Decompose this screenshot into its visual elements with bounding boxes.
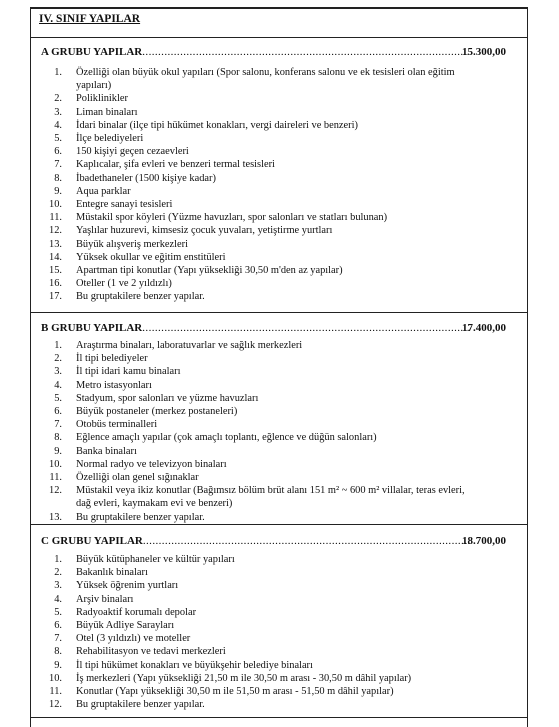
item-number: 10. [49,458,62,470]
item-number: 4. [54,379,62,391]
item-text: Bakanlık binaları [76,567,148,579]
list-item [44,352,476,365]
table-bottom-border [30,717,527,718]
group-b-name: B GRUBU YAPILAR [41,322,143,334]
group-a-heading [41,46,497,58]
item-number: 3. [54,106,62,118]
item-number: 7. [54,159,62,171]
item-text: Normal radyo ve televizyon binaları [76,458,227,470]
item-text: Radyoaktif korumalı depolar [76,606,197,618]
list-item [44,619,476,632]
leader-dots: ........................................................................................................ [142,46,470,58]
item-number: 6. [54,620,62,632]
item-text: Apartman tipi konutlar (Yapı yüksekliği 30,50 m'den az yapılar) [76,265,343,277]
group-c-price: 18.700,00 [462,535,506,547]
item-text: İbadethaneler (1500 kişiye kadar) [76,172,216,184]
list-item [44,698,476,711]
item-number: 11. [49,212,62,224]
list-item [44,185,476,198]
list-item [44,685,476,698]
list-item [44,511,476,524]
item-text: Büyük alışveriş merkezleri [76,238,188,250]
item-text: İş merkezleri (Yapı yüksekliği 21,50 m ile 30,50 m arası - 30,50 m dâhil yapılar) [76,672,412,684]
list-item [44,645,476,658]
list-item [44,579,476,592]
list-item [44,277,476,290]
item-number: 6. [54,406,62,418]
item-number: 16. [49,278,62,290]
group-a-divider [30,312,527,313]
item-text: Liman binaları [76,106,138,118]
item-text: Entegre sanayi tesisleri [76,199,173,211]
item-text: İl tipi hükümet konakları ve büyükşehir belediye binaları [76,659,313,671]
item-text: Poliklinikler [76,93,128,105]
item-number: 9. [54,659,62,671]
item-number: 3. [54,366,62,378]
list-item [44,106,476,119]
list-item [44,593,476,606]
item-number: 10. [49,672,62,684]
group-b-heading [41,322,497,334]
item-text: Banka binaları [76,445,137,457]
list-item [44,659,476,672]
item-text: Otobüs terminalleri [76,419,158,431]
table-top-border [30,7,527,9]
item-number: 13. [49,511,62,523]
item-text: Arşiv binaları [76,593,134,605]
group-c-name: C GRUBU YAPILAR [41,535,143,547]
list-item [44,431,476,444]
group-a-items [44,66,476,304]
list-item [44,471,476,484]
item-text: Araştırma binaları, laboratuvarlar ve sağlık merkezleri [76,340,303,351]
item-text: Konutlar (Yapı yüksekliği 30,50 m ile 51,50 m arası - 51,50 m dâhil yapılar) [76,686,394,698]
leader-dots: ........................................................................................................ [142,322,470,334]
title-row-divider [30,37,527,38]
item-text: Eğlence amaçlı yapılar (çok amaçlı toplantı, eğlence ve düğün salonları) [76,432,377,444]
item-number: 11. [49,472,62,484]
list-item [44,172,476,185]
item-text: Müstakil spor köyleri (Yüzme havuzları, spor salonları ve statları bulunan) [76,212,388,224]
item-number: 12. [49,225,62,237]
list-item [44,672,476,685]
item-number: 7. [54,633,62,645]
list-item [44,132,476,145]
item-number: 9. [54,445,62,457]
item-text: Kaplıcalar, şifa evleri ve benzeri termal tesisleri [76,159,275,171]
list-item [44,553,476,566]
list-item [44,251,476,264]
list-item [44,405,476,418]
item-number: 13. [49,238,62,250]
list-item [44,418,476,431]
item-text: Büyük postaneler (merkez postaneleri) [76,406,238,418]
list-item [44,392,476,405]
item-text: Bu gruptakilere benzer yapılar. [76,511,205,523]
list-item [44,445,476,458]
item-number: 15. [49,265,62,277]
list-item [44,458,476,471]
item-text: Yaşlılar huzurevi, kimsesiz çocuk yuvaları, yetiştirme yurtları [76,225,333,237]
list-item [44,211,476,224]
item-number: 12. [49,699,62,711]
item-text: İl tipi belediyeler [76,353,148,365]
list-item [44,145,476,158]
list-item [44,379,476,392]
item-text: Metro istasyonları [76,379,152,391]
item-number: 1. [54,340,62,351]
item-text: Özelliği olan genel sığınaklar [76,472,199,484]
item-number: 4. [54,119,62,131]
list-item [44,238,476,251]
item-text: Oteller (1 ve 2 yıldızlı) [76,278,172,290]
list-item [44,92,476,105]
item-number: 2. [54,93,62,105]
item-number: 5. [54,133,62,145]
item-number: 12. [49,485,62,497]
group-a-name: A GRUBU YAPILAR [41,46,143,58]
item-text: Büyük Adliye Sarayları [76,620,175,632]
list-item [44,264,476,277]
item-text: Aqua parklar [76,185,131,197]
group-b-price: 17.400,00 [462,322,506,334]
item-number: 14. [49,251,62,263]
section-title: IV. SINIF YAPILAR [39,13,141,25]
item-number: 2. [54,353,62,365]
item-number: 1. [54,554,62,565]
item-text: Bu gruptakilere benzer yapılar. [76,699,205,711]
item-number: 8. [54,172,62,184]
item-number: 2. [54,567,62,579]
item-text: Yüksek okullar ve eğitim enstitüleri [76,251,226,263]
list-item [44,365,476,378]
list-item [44,290,476,303]
item-text: Otel (3 yıldızlı) ve moteller [76,633,191,645]
group-b-items [44,339,476,524]
item-number: 4. [54,593,62,605]
item-number: 17. [49,291,62,303]
list-item [44,632,476,645]
list-item [44,198,476,211]
list-item [44,339,476,352]
item-text: Özelliği olan büyük okul yapıları (Spor salonu, konferans salonu ve ek tesisleri olan eğitim yapıları) [76,67,455,92]
item-text: Yüksek öğrenim yurtları [76,580,179,592]
group-c-heading [41,535,497,547]
item-text: İlçe belediyeleri [76,133,144,145]
list-item [44,566,476,579]
list-item [44,484,476,510]
list-item [44,606,476,619]
item-number: 10. [49,199,62,211]
item-number: 9. [54,185,62,197]
group-c-items [44,553,476,711]
list-item [44,158,476,171]
item-number: 8. [54,646,62,658]
item-number: 11. [49,686,62,698]
item-number: 3. [54,580,62,592]
item-number: 1. [54,67,62,78]
item-number: 5. [54,392,62,404]
item-number: 7. [54,419,62,431]
item-text: 150 kişiyi geçen cezaevleri [76,146,189,158]
item-text: İdari binalar (ilçe tipi hükümet konakları, vergi daireleri ve benzeri) [76,119,358,131]
list-item [44,66,476,92]
item-text: Büyük kütüphaneler ve kültür yapıları [76,554,235,565]
list-item [44,224,476,237]
item-number: 5. [54,606,62,618]
item-text: Bu gruptakilere benzer yapılar. [76,291,205,303]
item-number: 6. [54,146,62,158]
item-text: Stadyum, spor salonları ve yüzme havuzları [76,392,259,404]
item-text: İl tipi idari kamu binaları [76,366,181,378]
item-text: Rehabilitasyon ve tedavi merkezleri [76,646,226,658]
leader-dots: ........................................................................................................ [142,535,471,547]
list-item [44,119,476,132]
group-a-price: 15.300,00 [462,46,506,58]
item-text: Müstakil veya ikiz konutlar (Bağımsız bölüm brüt alanı 151 m² ~ 600 m² villalar, teras evleri, dağ evleri, kaymakam evi ve benzeri) [76,485,465,510]
item-number: 8. [54,432,62,444]
group-b-divider [30,524,527,525]
